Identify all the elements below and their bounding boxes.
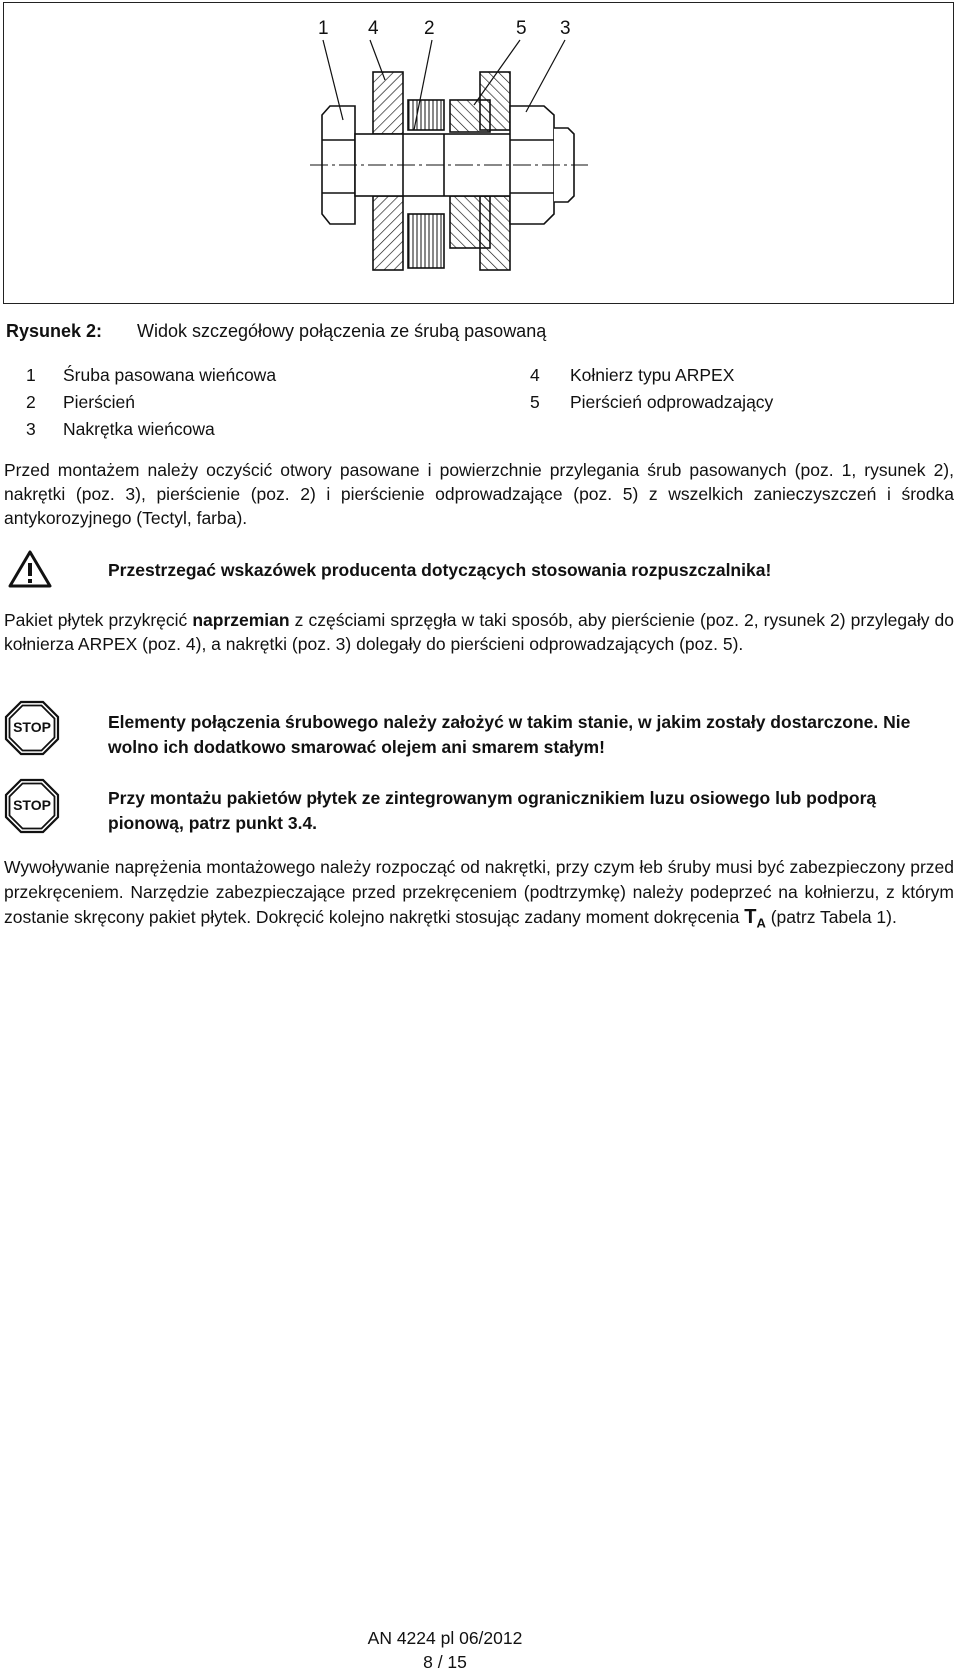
- solvent-warning: Przestrzegać wskazówek producenta dotyczących stosowania rozpuszczalnika!: [108, 560, 772, 580]
- page-number: 8 / 15: [423, 1652, 467, 1672]
- legend-num-4: 4: [530, 365, 540, 385]
- assembly-paragraph: [4, 608, 954, 656]
- figure-caption-text: Widok szczegółowy połączenia ze śrubą pasowaną: [137, 321, 547, 341]
- stop-sign-label: STOP: [13, 719, 51, 735]
- assembly-text-bold: naprzemian: [192, 610, 290, 630]
- legend-text-4: Kołnierz typu ARPEX: [570, 365, 735, 385]
- stop-note-delivered-condition: Elementy połączenia śrubowego należy założyć w takim stanie, w jakim zostały dostarczone. Nie wolno ich dodatkowo smarować olejem ani smarem stałym!: [108, 712, 911, 757]
- callout-4: 4: [368, 18, 379, 39]
- tightening-tail: (patrz Tabela 1).: [770, 907, 897, 927]
- document-number: AN 4224 pl 06/2012: [367, 1628, 523, 1648]
- callout-1: 1: [318, 18, 329, 39]
- warning-triangle-icon: [8, 550, 52, 588]
- figure-caption-label: Rysunek 2:: [6, 321, 103, 341]
- bolt-connection-drawing: [0, 0, 960, 305]
- legend-text-2: Pierścień: [63, 392, 135, 412]
- legend-num-1: 1: [26, 365, 36, 385]
- tightening-paragraph: [4, 855, 954, 936]
- assembly-text-after: z częściami sprzęgła w taki sposób, aby pierścienie (poz. 2, rysunek 2) przylegały do kołnierza ARPEX (poz. 4), a nakrętki (poz. 3) dolegały do pierścieni odprowadzających (poz. 5).: [4, 610, 954, 654]
- stop-sign-icon: [4, 778, 60, 834]
- callout-3: 3: [560, 18, 571, 39]
- legend-text-3: Nakrętka wieńcowa: [63, 419, 215, 439]
- legend-text-5: Pierścień odprowadzający: [570, 392, 774, 412]
- assembly-text-before: Pakiet płytek przykręcić: [4, 610, 193, 630]
- legend-num-5: 5: [530, 392, 540, 412]
- stop-sign-icon: [4, 700, 60, 756]
- legend-text-1: Śruba pasowana wieńcowa: [63, 365, 277, 385]
- torque-subscript: A: [756, 915, 766, 931]
- legend-num-3: 3: [26, 419, 36, 439]
- tightening-text: Wywoływanie naprężenia montażowego należy rozpocząć od nakrętki, przy czym łeb śruby musi być zabezpieczony przed przekręceniem. Narzędzie zabezpieczające przed przekręceniem (podtrzymkę) należy podeprzeć na kołnierzu, z którym zostanie skręcony pakiet płytek. Dokręcić kolejno nakrętki stosując zadany moment dokręcenia: [4, 857, 954, 927]
- callout-5: 5: [516, 18, 527, 39]
- stop-note-axial-limiter: Przy montażu pakietów płytek ze zintegrowanym ogranicznikiem luzu osiowego lub podporą pionową, patrz punkt 3.4.: [108, 788, 877, 833]
- cleaning-paragraph: Przed montażem należy oczyścić otwory pasowane i powierzchnie przylegania śrub pasowanych (poz. 1, rysunek 2), nakrętki (poz. 3), pierścienie (poz. 2) i pierścienie odprowadzające (poz. 5) z wszelkich zanieczyszczeń i środka antykorozyjnego (Tectyl, farba).: [4, 460, 954, 528]
- legend-num-2: 2: [26, 392, 36, 412]
- callout-2: 2: [424, 18, 435, 39]
- torque-symbol: T: [744, 906, 757, 928]
- stop-sign-label: STOP: [13, 797, 51, 813]
